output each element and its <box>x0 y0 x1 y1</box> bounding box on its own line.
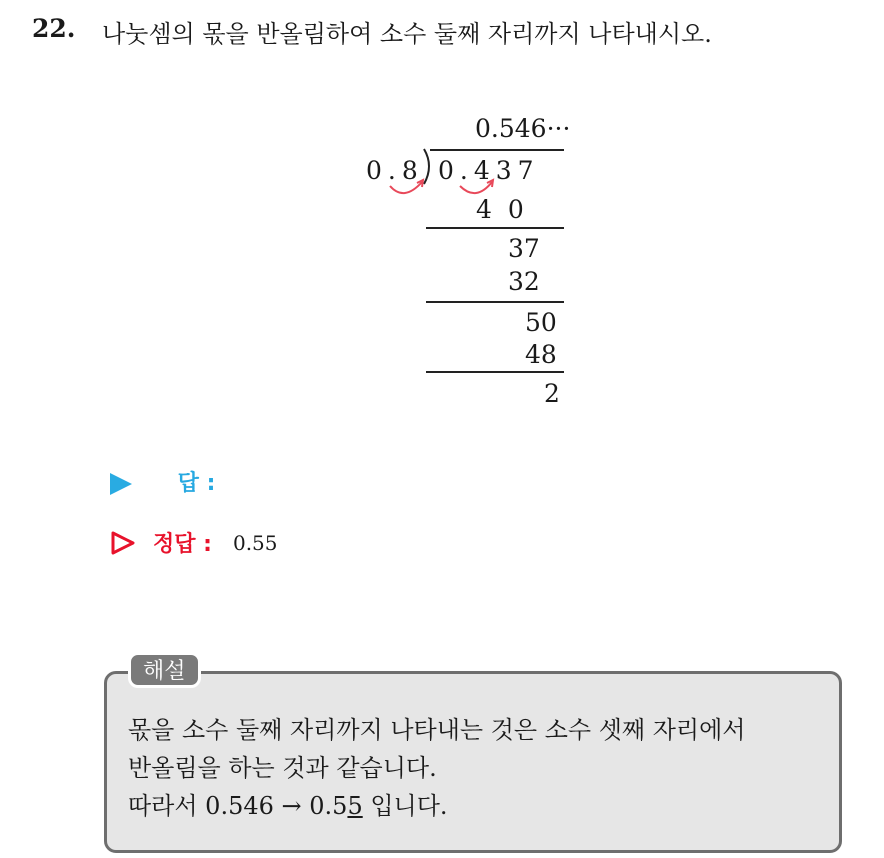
step-line-3 <box>426 371 564 373</box>
answer-label: 답 : <box>177 471 216 496</box>
step-product-2: 32 <box>508 267 540 296</box>
answer-triangle-icon <box>110 473 132 495</box>
step-product-3: 48 <box>525 340 557 369</box>
rounded-digit: 5 <box>347 792 363 820</box>
long-division <box>360 108 620 418</box>
step-remainder-1: 37 <box>508 234 540 263</box>
dividend: 0.437 <box>438 156 540 185</box>
correct-label: 정답 : <box>153 532 212 557</box>
explanation-tag: 해설 <box>128 652 201 688</box>
explanation-line-2: 반올림을 하는 것과 같습니다. <box>128 754 437 782</box>
step-remainder-2: 50 <box>525 308 557 337</box>
step-product-1: 4 0 <box>476 195 528 224</box>
explanation-line-3-suffix: 입니다. <box>362 792 448 820</box>
final-remainder: 2 <box>544 379 560 408</box>
explanation-line-3 <box>128 786 448 821</box>
answer-row <box>110 466 215 497</box>
correct-triangle-icon <box>110 530 136 556</box>
step-line-1 <box>426 227 564 229</box>
question-number: 22. <box>32 14 76 43</box>
correct-value: 0.55 <box>232 530 278 555</box>
quotient: 0.546··· <box>475 114 571 143</box>
explanation-line-1: 몫을 소수 둘째 자리까지 나타내는 것은 소수 셋째 자리에서 <box>128 716 746 744</box>
division-bar <box>430 149 564 151</box>
question-text: 나눗셈의 몫을 반올림하여 소수 둘째 자리까지 나타내시오. <box>102 20 712 48</box>
correct-answer-row <box>110 527 278 558</box>
step-line-2 <box>426 301 564 303</box>
divisor: 0.8 <box>366 156 424 185</box>
explanation-line-3-prefix: 따라서 0.546 → 0.5 <box>128 792 348 820</box>
